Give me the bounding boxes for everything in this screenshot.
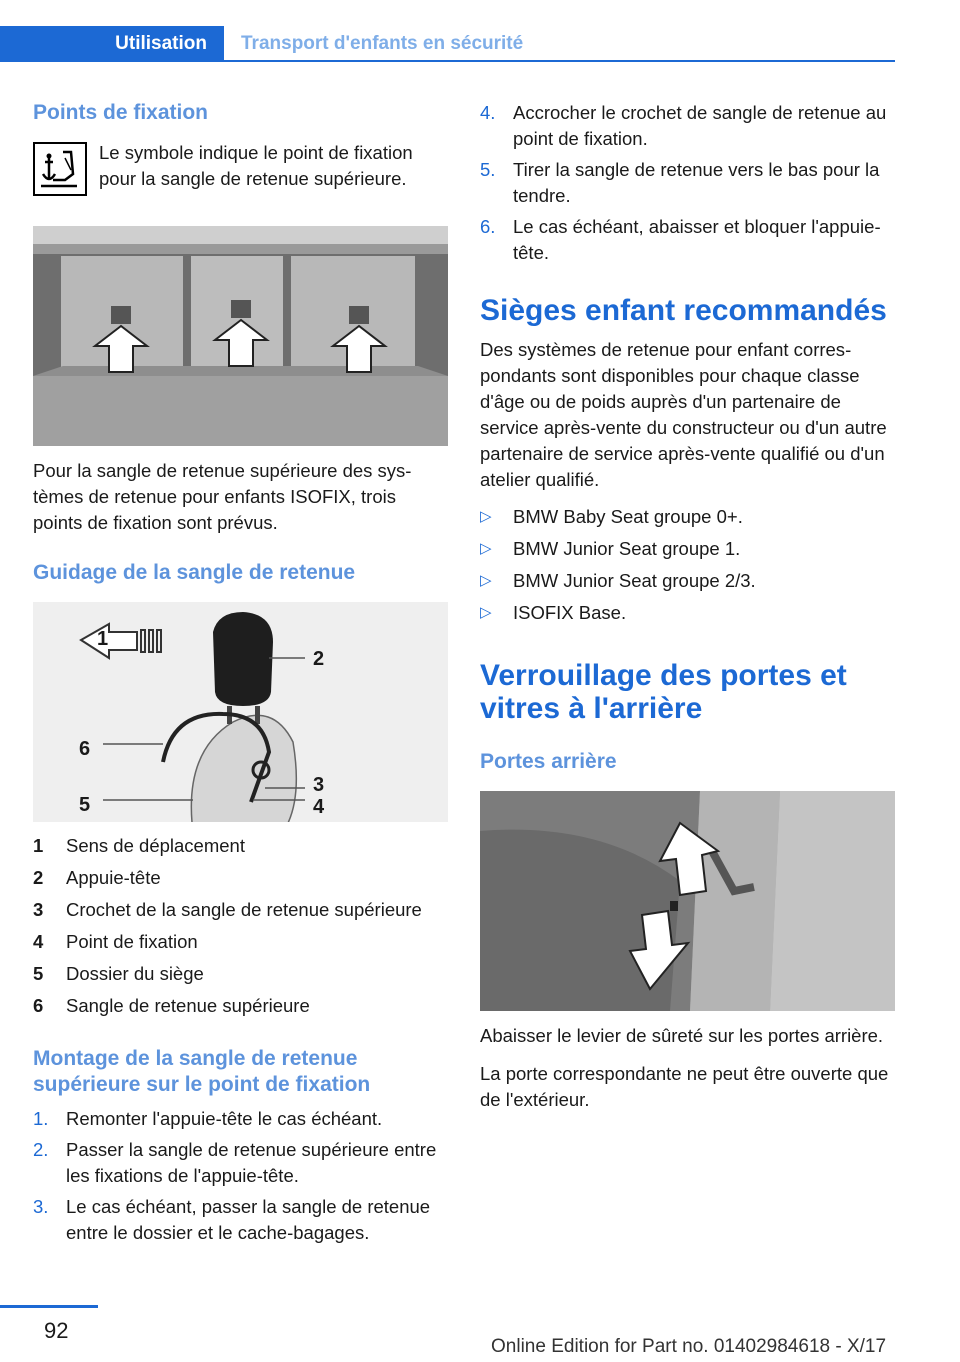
montage-steps-continued — [480, 100, 896, 266]
legend-item: 5 Dossier du siège — [33, 963, 204, 984]
callout-1: 1 — [97, 628, 109, 650]
recommended-seats-list — [480, 501, 896, 629]
tab-transport-enfants[interactable]: Transport d'enfants en sécurité — [241, 33, 524, 54]
symbol-description: Le symbole indique le point de fixation pour la sangle de retenue supérieure. — [99, 142, 413, 189]
guidage-heading: Guidage de la sangle de retenue — [33, 561, 356, 584]
callout-2: 2 — [313, 648, 325, 670]
step-item: 2. Passer la sangle de retenue supérieure entre les fixations de l'appuie-tête. — [33, 1139, 437, 1186]
callout-3: 3 — [313, 774, 325, 796]
strap-routing-diagram — [33, 602, 448, 822]
step-item: 1. Remonter l'appuie-tête le cas échéant. — [33, 1108, 383, 1129]
points-fixation-heading: Points de fixation — [33, 101, 209, 124]
child-lock-photo — [480, 791, 895, 1011]
triangle-bullet-icon: ▷ — [480, 604, 492, 621]
tab-utilisation[interactable]: Utilisation — [0, 26, 224, 62]
trunk-anchor-photo — [33, 226, 448, 446]
diagram-legend — [33, 830, 448, 1022]
edition-text: Online Edition for Part no. 01402984618 - X/17 — [491, 1336, 887, 1357]
legend-item: 2 Appuie-tête — [33, 867, 161, 888]
abaisser-paragraph: Abaisser le levier de sûreté sur les portes arrière. — [480, 1025, 884, 1046]
child-seat-anchor-icon — [33, 142, 87, 196]
step-item: 5. Tirer la sangle de retenue vers le bas pour la tendre. — [480, 159, 880, 206]
right-column — [480, 100, 896, 1113]
verrouillage-heading: Verrouillage des portes et vitres à l'arrière — [480, 659, 847, 725]
legend-item: 1 Sens de déplacement — [33, 835, 245, 856]
step-item: 3. Le cas échéant, passer la sangle de retenue entre le dossier et le cache-bagages. — [33, 1196, 431, 1243]
callout-6: 6 — [79, 738, 91, 760]
legend-item: 3 Crochet de la sangle de retenue supérieure — [33, 899, 422, 920]
callout-4: 4 — [313, 796, 325, 818]
legend-item: 6 Sangle de retenue supérieure — [33, 995, 310, 1016]
page-number: 92 — [44, 1318, 69, 1343]
symbol-row — [33, 140, 448, 196]
list-item: ▷ ISOFIX Base. — [480, 597, 896, 629]
step-item: 6. Le cas échéant, abaisser et bloquer l'appuie-tête. — [480, 216, 881, 263]
list-item: ▷ BMW Junior Seat groupe 1. — [480, 533, 896, 565]
list-item: ▷ BMW Baby Seat groupe 0+. — [480, 501, 896, 533]
portes-arriere-heading: Portes arrière — [480, 750, 617, 773]
montage-heading: Montage de la sangle de retenue supérieure sur le point de fixation — [33, 1047, 371, 1096]
legend-item: 4 Point de fixation — [33, 931, 198, 952]
triangle-bullet-icon: ▷ — [480, 508, 492, 525]
callout-5: 5 — [79, 794, 91, 816]
list-item: ▷ BMW Junior Seat groupe 2/3. — [480, 565, 896, 597]
sieges-paragraph: Des systèmes de retenue pour enfant correspondants sont disponibles pour chaque classe d'âge ou de poids auprès d'un partenaire de service après-vente du constructeur ou d'un autre partenaire de service après-vente qualifié ou d'un atelier qualifié. — [480, 339, 887, 490]
header-tabbar — [0, 26, 895, 62]
triangle-bullet-icon: ▷ — [480, 572, 492, 589]
porte-paragraph: La porte correspondante ne peut être ouverte que de l'extérieur. — [480, 1063, 889, 1110]
montage-steps — [33, 1106, 448, 1246]
step-item: 4. Accrocher le crochet de sangle de retenue au point de fixation. — [480, 102, 887, 149]
isofix-paragraph: Pour la sangle de retenue supérieure des systèmes de retenue pour enfants ISOFIX, trois points de fixation sont prévus. — [33, 460, 412, 533]
triangle-bullet-icon: ▷ — [480, 540, 492, 557]
left-column — [33, 100, 448, 1251]
footer-rule — [0, 1305, 98, 1308]
sieges-heading: Sièges enfant recommandés — [480, 294, 887, 327]
